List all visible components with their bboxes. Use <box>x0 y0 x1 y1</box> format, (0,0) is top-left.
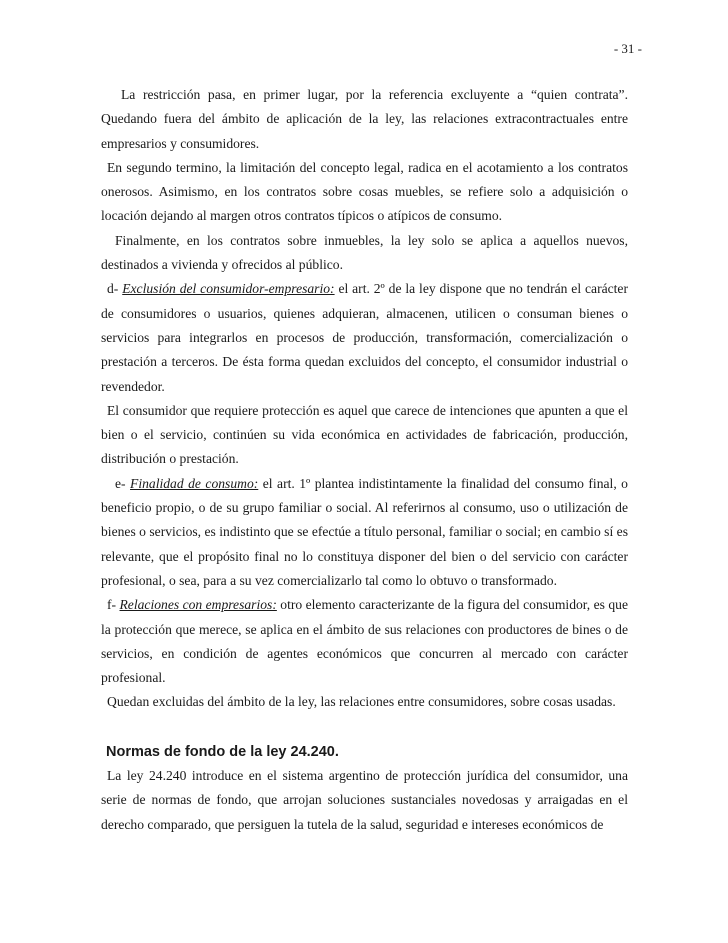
body-text <box>101 83 628 715</box>
paragraph-segundo-termino: En segundo termino, la limitación del concepto legal, radica en el acotamiento a los contratos onerosos. Asimismo, en los contratos sobre cosas muebles, se refiere solo a adquisición o locación dejando al margen otros contratos típicos o atípicos de consumo. <box>101 159 628 224</box>
item-marker: e- <box>115 475 126 491</box>
item-text: el art. 1º plantea indistintamente la finalidad del consumo final, o beneficio propio, o de su grupo familiar o social. Al referirnos al consumo, uso o utilización de bienes o servicios, es indistinto que se efectúe a título personal, familiar o social; en cambio sí es relevante, que el propósito final no lo constituya disponer del bien o del servicio con carácter profesional, o sea, para a su vez comercializarlo tal como lo obtuvo o transformado. <box>101 475 628 588</box>
paragraph-relaciones-empresarios <box>101 593 628 690</box>
paragraph-finalidad-consumo <box>101 472 628 593</box>
section-body <box>101 764 628 837</box>
item-label: Finalidad de consumo: <box>130 475 259 491</box>
section-heading: Normas de fondo de la ley 24.240. <box>106 744 339 760</box>
paragraph-finalmente: Finalmente, en los contratos sobre inmuebles, la ley solo se aplica a aquellos nuevos, destinados a vivienda y ofrecidos al público. <box>101 232 628 273</box>
item-label: Relaciones con empresarios: <box>119 597 277 613</box>
paragraph-ley-24240: La ley 24.240 introduce en el sistema argentino de protección jurídica del consumidor, una serie de normas de fondo, que arrojan soluciones sustanciales novedosas y arraigadas en el derecho comparado, que persiguen la tutela de la salud, seguridad e intereses económicos de <box>101 768 628 832</box>
paragraph-consumidor-proteccion: El consumidor que requiere protección es aquel que carece de intenciones que apunten a que el bien o el servicio, continúen su vida económica en actividades de fabricación, producción, distribución o prestación. <box>101 402 628 467</box>
paragraph-exclusion-consumidor-empresario <box>101 277 628 398</box>
paragraph-restriccion: La restricción pasa, en primer lugar, por la referencia excluyente a “quien contrata”. Quedando fuera del ámbito de aplicación de la ley, las relaciones extracontractuales entre empresarios y consumidores. <box>101 87 628 151</box>
paragraph-quedan-excluidas: Quedan excluidas del ámbito de la ley, las relaciones entre consumidores, sobre cosas usadas. <box>107 694 616 710</box>
page-number: - 31 - <box>613 41 642 56</box>
item-marker: d- <box>107 281 119 297</box>
item-label: Exclusión del consumidor-empresario: <box>122 281 335 297</box>
item-text: el art. 2º de la ley dispone que no tendrán el carácter de consumidores o usuarios, quienes adquieran, almacenen, utilicen o consuman bienes o servicios para integrarlos en procesos de producción, transformación, comercialización o prestación a terceros. De ésta forma quedan excluidos del concepto, el consumidor industrial o revendedor. <box>101 281 628 394</box>
item-marker: f- <box>107 597 117 613</box>
item-text: otro elemento caracterizante de la figura del consumidor, es que la protección que merece, se aplica en el ámbito de sus relaciones con productores de bines o de servicios, en condición de agentes económicos que concurren al mercado con carácter profesional. <box>101 597 628 686</box>
